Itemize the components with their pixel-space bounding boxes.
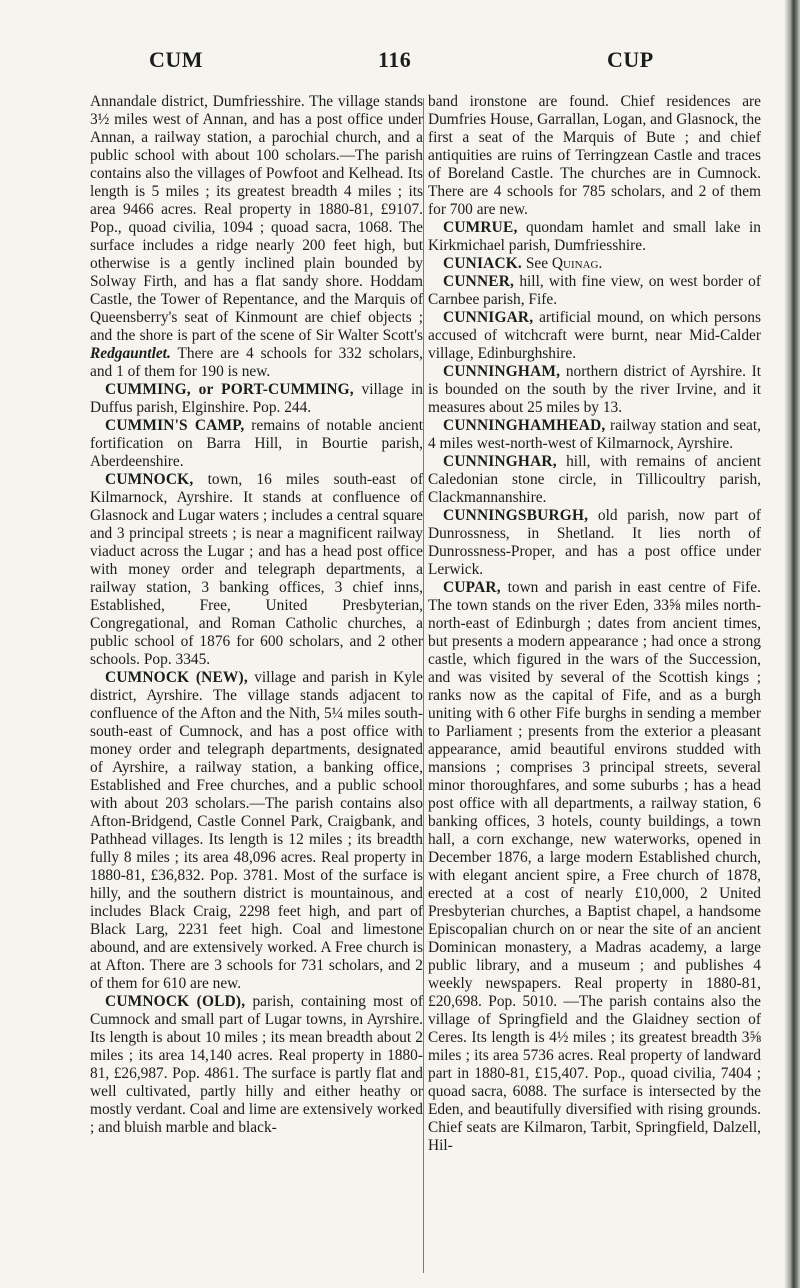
entry-text: hill, with remains of ancient Caledonian stone circle, in Tillicoultry parish, Clackmannanshire. — [428, 453, 761, 506]
entry-headword: CUMMING, or PORT-CUMMING, — [105, 381, 354, 398]
entry-text: . — [598, 255, 603, 272]
entry-text: northern district of Ayrshire. It is bounded on the south by the river Irvine, and it measures about 25 miles by 13. — [428, 363, 761, 416]
header-left-guide-word: CUM — [149, 47, 204, 72]
entry-text: There are 4 schools for 332 scholars, and 1 of them for 190 is new. — [90, 345, 423, 380]
entry-headword: CUPAR, — [443, 579, 501, 596]
entry-text: village and parish in Kyle district, Ayrshire. The village stands adjacent to confluence of the Afton and the Nith, 5¼ miles south-south-east of Cumnock, and has a post office with money order and telegraph departments, designated of Ayrshire, a railway station, a banking office, Established and Free churches, and a public school with about 203 scholars.—The parish contains also Afton-Bridgend, Castle Connel Park, Craigbank, and Pathhead villages. Its length is 12 miles ; its breadth fully 8 miles ; its area 48,096 acres. Real property in 1880-81, £36,832. Pop. 3781. Most of the surface is hilly, and the southern district is mountainous, and includes Black Craig, 2298 feet high, and part of Black Larg, 2231 feet high. Coal and limestone abound, and are extensively worked. A Free church is at Afton. There are 3 schools for 731 scholars, and 2 of them for 610 are new. — [90, 669, 423, 992]
right-column — [428, 93, 761, 1273]
entry — [428, 273, 761, 309]
column-divider — [423, 98, 424, 1273]
entry-text: Annandale district, Dumfriesshire. The village stands 3½ miles west of Annan, and has a post office under Annan, a railway station, a parochial church, and a public school with about 100 scholars.—The parish contains also the villages of Powfoot and Kelhead. Its length is 5 miles ; its greatest breadth 4 miles ; its area 9466 acres. Real property in 1880-81, £9107. Pop., quoad civilia, 1094 ; quoad sacra, 1068. The surface includes a ridge nearly 200 feet high, but otherwise is a gently inclined plain bounded by Solway Firth, and has a flat sandy shore. Hoddam Castle, the Tower of Repentance, and the Marquis of Queensberry's seat of Kinmount are chief objects ; and the shore is part of the scene of Sir Walter Scott's — [90, 93, 423, 344]
entry-headword: CUMNOCK, — [105, 471, 194, 488]
entry-text: railway station and seat, 4 miles west-north-west of Kilmarnock, Ayrshire. — [428, 417, 761, 452]
entry-headword: CUNNINGHAMHEAD, — [443, 417, 606, 434]
entry-headword: CUNIACK. — [443, 255, 522, 272]
entry-headword: CUNNIGAR, — [443, 309, 534, 326]
entry-text: parish, containing most of Cumnock and small part of Lugar towns, in Ayrshire. Its length is about 10 miles ; its mean breadth about 2 miles ; its area 14,140 acres. Real property in 1880-81, £26,987. Pop. 4861. The surface is partly flat and well cultivated, partly hilly and either heathy or mostly verdant. Coal and lime are extensively worked ; and bluish marble and black- — [90, 993, 423, 1136]
continued-entry — [90, 93, 423, 381]
entry-text: remains of notable ancient fortification on Barra Hill, in Bourtie parish, Aberdeenshire. — [90, 417, 423, 470]
entry-text: quondam hamlet and small lake in Kirkmichael parish, Dumfriesshire. — [428, 219, 761, 254]
italic-title: Redgauntlet. — [90, 345, 171, 362]
entry-headword: CUNNINGSBURGH, — [443, 507, 589, 524]
entry — [428, 255, 761, 273]
entry-headword: CUMRUE, — [443, 219, 518, 236]
entry-headword: CUMMIN'S CAMP, — [105, 417, 245, 434]
entry — [428, 453, 761, 507]
entry — [90, 669, 423, 993]
continued-entry — [428, 93, 761, 219]
entry-text: See — [521, 255, 552, 272]
entry-text: band ironstone are found. Chief residences are Dumfries House, Garrallan, Logan, and Glasnock, the first a seat of the Marquis of Bute ; and chief antiquities are ruins of Terringzean Castle and traces of Boreland Castle. The churches are in Cumnock. There are 4 schools for 785 scholars, and 2 of them for 700 are new. — [428, 93, 761, 218]
entry-headword: CUMNOCK (NEW), — [105, 669, 248, 686]
entry-headword: CUNNINGHAR, — [443, 453, 557, 470]
entry — [428, 219, 761, 255]
page-number: 116 — [378, 47, 412, 72]
page-header — [0, 47, 800, 77]
entry — [90, 993, 423, 1137]
entry-headword: CUMNOCK (OLD), — [105, 993, 246, 1010]
entry — [90, 381, 423, 417]
entry — [90, 471, 423, 669]
entry-text: artificial mound, on which persons accused of witchcraft were burnt, near Mid-Calder village, Edinburghshire. — [428, 309, 761, 362]
entry-headword: CUNNER, — [443, 273, 515, 290]
entry — [428, 417, 761, 453]
entry — [428, 363, 761, 417]
entry — [90, 417, 423, 471]
header-right-guide-word: CUP — [607, 47, 654, 72]
entry-text: town, 16 miles south-east of Kilmarnock, Ayrshire. It stands at confluence of Glasnock and Lugar waters ; includes a central square and 3 principal streets ; is near a magnificent railway viaduct across the Lugar ; and has a head post office with money order and telegraph departments, a railway station, 3 banking offices, 3 chief inns, Established, Free, United Presbyterian, Congregational, and Roman Catholic churches, a public school of 1876 for 600 scholars, and 2 other schools. Pop. 3345. — [90, 471, 423, 668]
entry-text: town and parish in east centre of Fife. The town stands on the river Eden, 33⅝ miles north-north-east of Edinburgh ; dates from ancient times, but presents a modern appearance ; had once a strong castle, which figured in the wars of the Succession, and was visited by several of the Scottish kings ; ranks now as the capital of Fife, and as a burgh uniting with 6 other Fife burghs in sending a member to Parliament ; presents from the exterior a pleasant appearance, amid beautiful environs studded with mansions ; comprises 3 principal streets, several minor thoroughfares, and some suburbs ; has a head post office with all departments, a railway station, 6 banking offices, 3 hotels, county buildings, a town hall, a corn exchange, new waterworks, opened in December 1876, a large modern Established church, with elegant ancient spire, a Free church of 1878, erected at a cost of nearly £10,000, 2 United Presbyterian churches, a Baptist chapel, a handsome Episcopalian church on or near the site of an ancient Dominican monastery, a Madras academy, a large public library, and a museum ; and publishes 4 weekly newspapers. Real property in 1880-81, £20,698. Pop. 5010. —The parish contains also the village of Springfield and the Glaidney section of Ceres. Its length is 4½ miles ; its greatest breadth 3⅝ miles ; its area 5736 acres. Real property of landward part in 1880-81, £15,407. Pop., quoad civilia, 7404 ; quoad sacra, 6088. The surface is intersected by the Eden, and beautifully diversified with rising grounds. Chief seats are Kilmaron, Tarbit, Springfield, Dalzell, Hil- — [428, 579, 761, 1154]
entry — [428, 309, 761, 363]
entry-headword: CUNNINGHAM, — [443, 363, 561, 380]
entry-text: hill, with fine view, on west border of Carnbee parish, Fife. — [428, 273, 761, 308]
left-column — [90, 93, 423, 1273]
entry — [428, 507, 761, 579]
cross-reference: Quinag — [551, 255, 599, 272]
entry-text: village in Duffus parish, Elginshire. Pop. 244. — [90, 381, 423, 416]
entry — [428, 579, 761, 1155]
entry-text: old parish, now part of Dunrossness, in Shetland. It lies north of Dunrossness-Proper, and has a post office under Lerwick. — [428, 507, 761, 578]
page-edge-binding — [784, 0, 800, 1288]
